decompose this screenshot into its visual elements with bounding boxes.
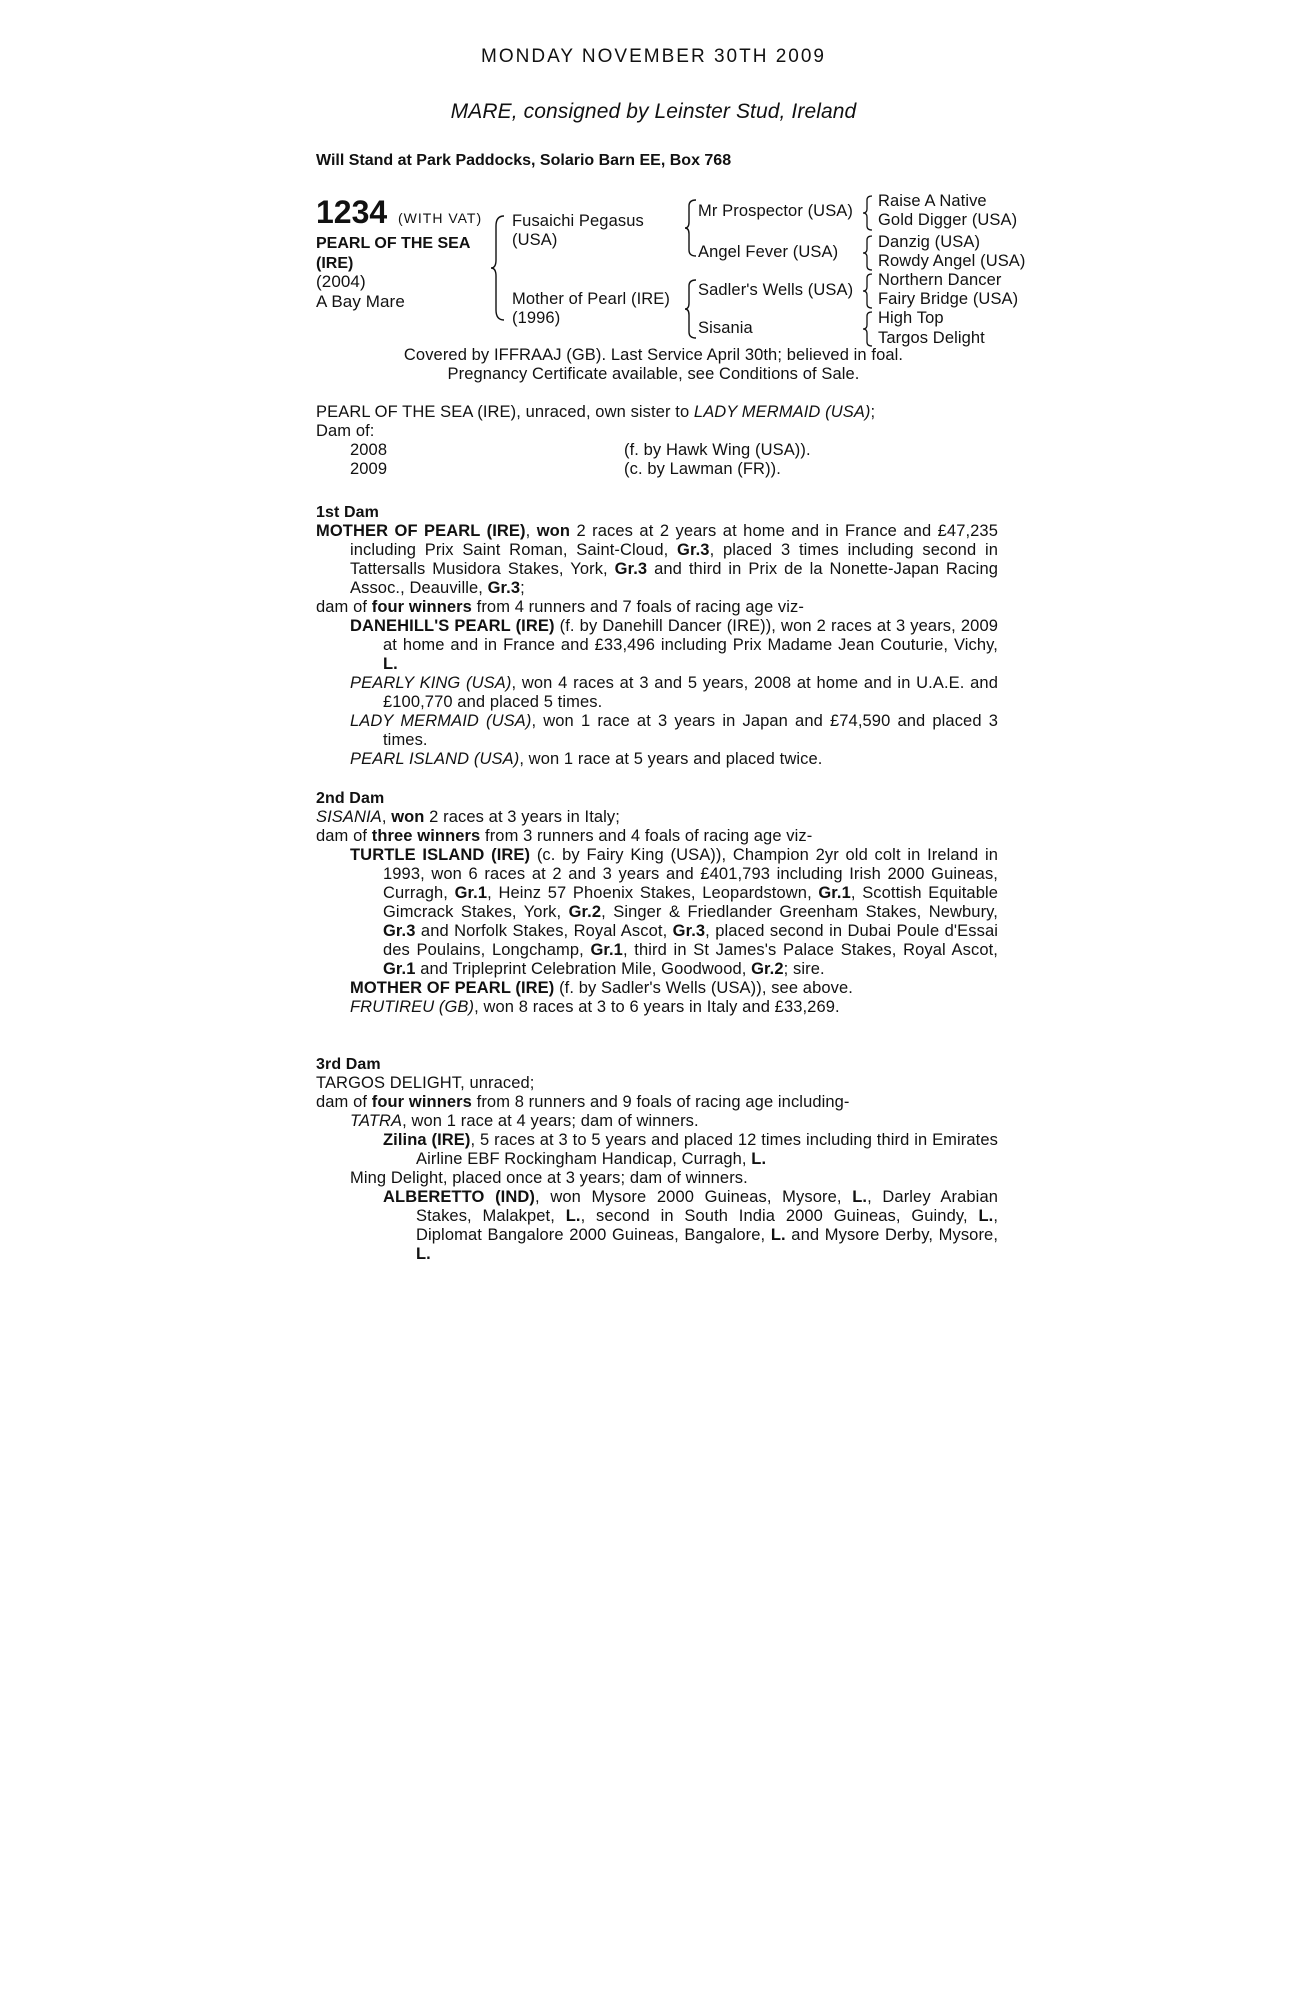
horse-name-line1: PEARL OF THE SEA — [316, 235, 471, 252]
progeny-item: LADY MERMAID (USA), won 1 race at 3 years in Japan and £74,590 and placed 3 times. — [350, 712, 998, 749]
progeny-item: TURTLE ISLAND (IRE) (c. by Fairy King (USA)), Champion 2yr old colt in Ireland in 1993, won 6 races at 2 and 3 years and £401,793 including Irish 2000 Guineas, Curragh, Gr.1, Heinz 57 Phoenix Stakes, Leopardstown, Gr.1, Scottish Equitable Gimcrack Stakes, York, Gr.2, Singer & Friedlander Greenham Stakes, Newbury, Gr.3 and Norfolk Stakes, Royal Ascot, Gr.3, placed second in Dubai Poule d'Essai des Poulains, Longchamp, Gr.1, third in St James's Palace Stakes, Royal Ascot, Gr.1 and Tripleprint Celebration Mile, Goodwood, Gr.2; sire. — [350, 846, 999, 978]
pedigree-dds: High Top — [878, 309, 944, 327]
third-dam-section — [316, 1055, 998, 1264]
pedigree-brace-dd — [862, 310, 874, 348]
progeny-item: TATRA, won 1 race at 4 years; dam of winners. — [350, 1112, 699, 1130]
progeny-item: FRUTIREU (GB), won 8 races at 3 to 6 years in Italy and £33,269. — [350, 998, 840, 1016]
progeny-item: MOTHER OF PEARL (IRE) (f. by Sadler's Wells (USA)), see above. — [350, 979, 853, 997]
progeny-item: DANEHILL'S PEARL (IRE) (f. by Danehill Dancer (IRE)), won 2 races at 3 years, 2009 at home and in France and £33,496 including Prix Madame Jean Couturie, Vichy, L. — [350, 617, 998, 673]
pedigree-dam: Mother of Pearl (IRE) (1996) — [512, 290, 670, 327]
pedigree-sdd: Rowdy Angel (USA) — [878, 252, 1026, 270]
produce-row: 2008 (f. by Hawk Wing (USA)). — [350, 441, 811, 459]
first-dam-produce-summary: dam of four winners from 4 runners and 7 foals of racing age viz- — [316, 598, 804, 616]
pedigree-brace-dam — [684, 278, 698, 340]
intro-line: PEARL OF THE SEA (IRE), unraced, own sister to LADY MERMAID (USA); — [316, 403, 876, 421]
pedigree-ssd: Gold Digger (USA) — [878, 211, 1018, 229]
pedigree-sire-sire: Mr Prospector (USA) — [698, 202, 854, 220]
stand-location: Will Stand at Park Paddocks, Solario Barn EE, Box 768 — [316, 152, 732, 169]
first-dam-record: MOTHER OF PEARL (IRE), won 2 races at 2 years at home and in France and £47,235 including Prix Saint Roman, Saint-Cloud, Gr.3, placed 3 times including second in Tattersalls Musidora Stakes, York, Gr.3 and third in Prix de la Nonette-Japan Racing Assoc., Deauville, Gr.3; — [316, 522, 998, 597]
dam-of-label: Dam of: — [316, 422, 375, 440]
pedigree-sire-dam: Angel Fever (USA) — [698, 243, 839, 261]
pedigree-dss: Northern Dancer — [878, 271, 1002, 289]
pedigree-dam-sire: Sadler's Wells (USA) — [698, 281, 854, 299]
sale-date: MONDAY NOVEMBER 30TH 2009 — [481, 46, 826, 67]
progeny-item: PEARLY KING (USA), won 4 races at 3 and 5 years, 2008 at home and in U.A.E. and £100,770 and placed 5 times. — [350, 674, 998, 711]
pedigree-dam-dam: Sisania — [698, 319, 753, 337]
pedigree-brace-ss — [862, 194, 874, 232]
lot-number: 1234 — [316, 194, 388, 230]
second-dam-section — [316, 789, 998, 1017]
progeny-item: Ming Delight, placed once at 3 years; dam of winners. — [350, 1169, 748, 1187]
progeny-item: ALBERETTO (IND), won Mysore 2000 Guineas, Mysore, L., Darley Arabian Stakes, Malakpet, L., second in South India 2000 Guineas, Guindy, L., Diplomat Bangalore 2000 Guineas, Bangalore, L. and Mysore Derby, Mysore, L. — [383, 1188, 998, 1263]
pedigree-sire: Fusaichi Pegasus (USA) — [512, 212, 644, 249]
second-dam-heading: 2nd Dam — [316, 790, 385, 807]
horse-name — [316, 234, 496, 274]
third-dam-produce-summary: dam of four winners from 8 runners and 9 foals of racing age including- — [316, 1093, 850, 1111]
vat-note: (WITH VAT) — [398, 210, 483, 226]
horse-description: A Bay Mare — [316, 292, 405, 311]
progeny-item: PEARL ISLAND (USA), won 1 race at 5 years and placed twice. — [350, 750, 823, 768]
foaling-year: (2004) — [316, 272, 366, 291]
progeny-item: Zilina (IRE), 5 races at 3 to 5 years and placed 12 times including third in Emirates Airline EBF Rockingham Handicap, Curragh, L. — [383, 1131, 998, 1168]
third-dam-heading: 3rd Dam — [316, 1056, 381, 1073]
intro-section — [316, 403, 998, 479]
pedigree-sss: Raise A Native — [878, 192, 987, 210]
second-dam-produce-summary: dam of three winners from 3 runners and 4 foals of racing age viz- — [316, 827, 813, 845]
pedigree-brace-sire — [684, 198, 698, 258]
pedigree-brace-main — [490, 214, 506, 322]
pedigree-brace-sd — [862, 234, 874, 272]
pedigree-brace-ds — [862, 272, 874, 310]
pedigree-sds: Danzig (USA) — [878, 233, 981, 251]
pedigree-ddd: Targos Delight — [878, 329, 985, 347]
horse-name-line2: (IRE) — [316, 255, 354, 272]
first-dam-section — [316, 503, 998, 769]
first-dam-heading: 1st Dam — [316, 504, 379, 521]
covering-note: Covered by IFFRAAJ (GB). Last Service April 30th; believed in foal. Pregnancy Certificate available, see Conditions of Sale. — [403, 346, 904, 383]
third-dam-record: TARGOS DELIGHT, unraced; — [316, 1074, 535, 1092]
second-dam-record: SISANIA, won 2 races at 3 years in Italy; — [316, 808, 620, 826]
produce-row: 2009 (c. by Lawman (FR)). — [350, 460, 781, 478]
pedigree-dsd: Fairy Bridge (USA) — [878, 290, 1019, 308]
consignment-line: MARE, consigned by Leinster Stud, Ireland — [450, 100, 857, 123]
